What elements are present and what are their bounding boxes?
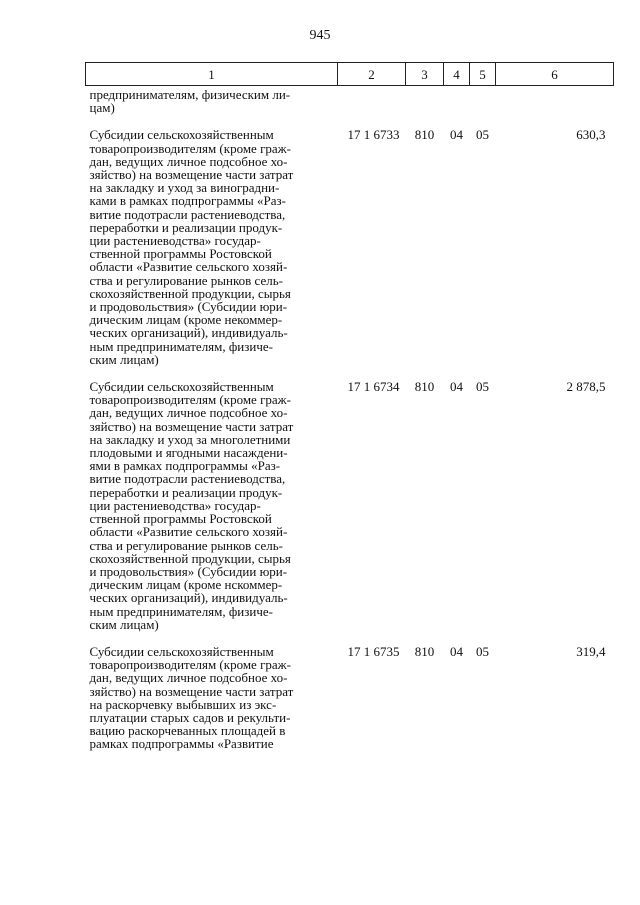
text-line: зяйство) на возмещение части затрат (89, 167, 294, 183)
text-line: Субсидии сельскохозяйственным (89, 127, 274, 143)
text-line: товаропроизводителям (кроме граж- (89, 657, 291, 673)
item-name (86, 114, 338, 366)
text-line: дическим лицам (кроме нскоммер- (89, 577, 283, 593)
text-line: скохозяйственной продукции, сырья (89, 550, 291, 566)
item-name (86, 631, 338, 751)
text-line: ческих организаций), индивидуаль- (89, 325, 288, 341)
text-line: ции растениеводства» государ- (89, 497, 261, 513)
text-line: зяйство) на возмещение части затрат (89, 683, 294, 699)
text-line: на закладку и уход за многолетними (89, 431, 291, 447)
subsection-code: 05 (476, 643, 489, 659)
text-line: ческих организаций), индивидуаль- (89, 590, 288, 606)
table-body (86, 86, 614, 751)
table-row (86, 366, 614, 631)
text-line: ским лицам) (89, 616, 159, 632)
target-article-code: 17 1 6734 (347, 379, 400, 395)
text-line: на раскорчевку выбывших из экс- (89, 696, 277, 712)
expense-type-code: 810 (414, 643, 435, 659)
text-line: предпринимателям, физическим ли- (89, 87, 291, 102)
text-line: плодовыми и ягодными насаждени- (89, 445, 288, 461)
table-header (86, 63, 614, 86)
section-code: 04 (450, 643, 463, 659)
table-header-row (86, 63, 614, 86)
text-line: товаропроизводителям (кроме граж- (89, 140, 291, 156)
text-line: ственной программы Ростовской (89, 511, 272, 527)
table-row (86, 114, 614, 366)
text-line: плуатации старых садов и рекульти- (89, 709, 291, 725)
text-line: вацию раскорчеванных площадей в (89, 723, 286, 739)
text-line: ства и регулирование рынков сель- (89, 272, 283, 288)
text-line: Субсидии сельскохозяйственным (89, 643, 274, 659)
table-row-continuation (86, 86, 614, 115)
text-line: цам) (89, 100, 115, 116)
text-line: переработки и реализации продук- (89, 219, 283, 235)
column-header-5: 5 (470, 63, 496, 86)
text-line: и продовольствия» (Субсидии юри- (89, 563, 288, 579)
text-line: ственной программы Ростовской (89, 246, 272, 262)
text-line: области «Развитие сельского хозяй- (89, 259, 288, 275)
text-line: области «Развитие сельского хозяй- (89, 524, 288, 540)
text-line: рамках подпрограммы «Развитие (89, 736, 274, 752)
text-line: ками в рамках подпрограммы «Раз- (89, 193, 287, 209)
budget-table (85, 62, 614, 751)
text-line: зяйство) на возмещение части затрат (89, 418, 294, 434)
page-number: 945 (309, 28, 331, 43)
text-line: дическим лицам (кроме некоммер- (89, 312, 283, 328)
text-line: ями в рамках подпрограммы «Раз- (89, 458, 281, 474)
text-line: ным предпринимателям, физиче- (89, 338, 273, 354)
item-name (86, 366, 338, 631)
subsection-code: 05 (476, 379, 489, 395)
amount-value: 319,4 (576, 643, 606, 659)
column-header-2: 2 (338, 63, 406, 86)
amount-value: 2 878,5 (566, 379, 606, 395)
section-code: 04 (450, 379, 463, 395)
text-line: и продовольствия» (Субсидии юри- (89, 299, 288, 315)
expense-type-code: 810 (414, 379, 435, 395)
amount-value: 630,3 (576, 127, 606, 143)
expense-type-code: 810 (414, 127, 435, 143)
column-header-4: 4 (444, 63, 470, 86)
table-row (86, 631, 614, 751)
continuation-text (86, 86, 338, 115)
section-code: 04 (450, 127, 463, 143)
text-line: витие подотрасли растениеводства, (89, 206, 286, 222)
text-line: дан, ведущих личное подсобное хо- (89, 405, 288, 421)
text-line: дан, ведущих личное подсобное хо- (89, 153, 288, 169)
text-line: переработки и реализации продук- (89, 484, 283, 500)
text-line: ства и регулирование рынков сель- (89, 537, 283, 553)
text-line: ным предпринимателям, физиче- (89, 603, 273, 619)
text-line: на закладку и уход за виноградни- (89, 180, 280, 196)
text-line: витие подотрасли растениеводства, (89, 471, 286, 487)
target-article-code: 17 1 6733 (347, 127, 400, 143)
column-header-3: 3 (406, 63, 444, 86)
text-line: ции растениеводства» государ- (89, 233, 261, 249)
text-line: Субсидии сельскохозяйственным (89, 379, 274, 395)
text-line: дан, ведущих личное подсобное хо- (89, 670, 288, 686)
column-header-1: 1 (86, 63, 338, 86)
text-line: ским лицам) (89, 351, 159, 367)
subsection-code: 05 (476, 127, 489, 143)
target-article-code: 17 1 6735 (347, 643, 400, 659)
text-line: товаропроизводителям (кроме граж- (89, 392, 291, 408)
text-line: скохозяйственной продукции, сырья (89, 285, 291, 301)
column-header-6: 6 (496, 63, 614, 86)
